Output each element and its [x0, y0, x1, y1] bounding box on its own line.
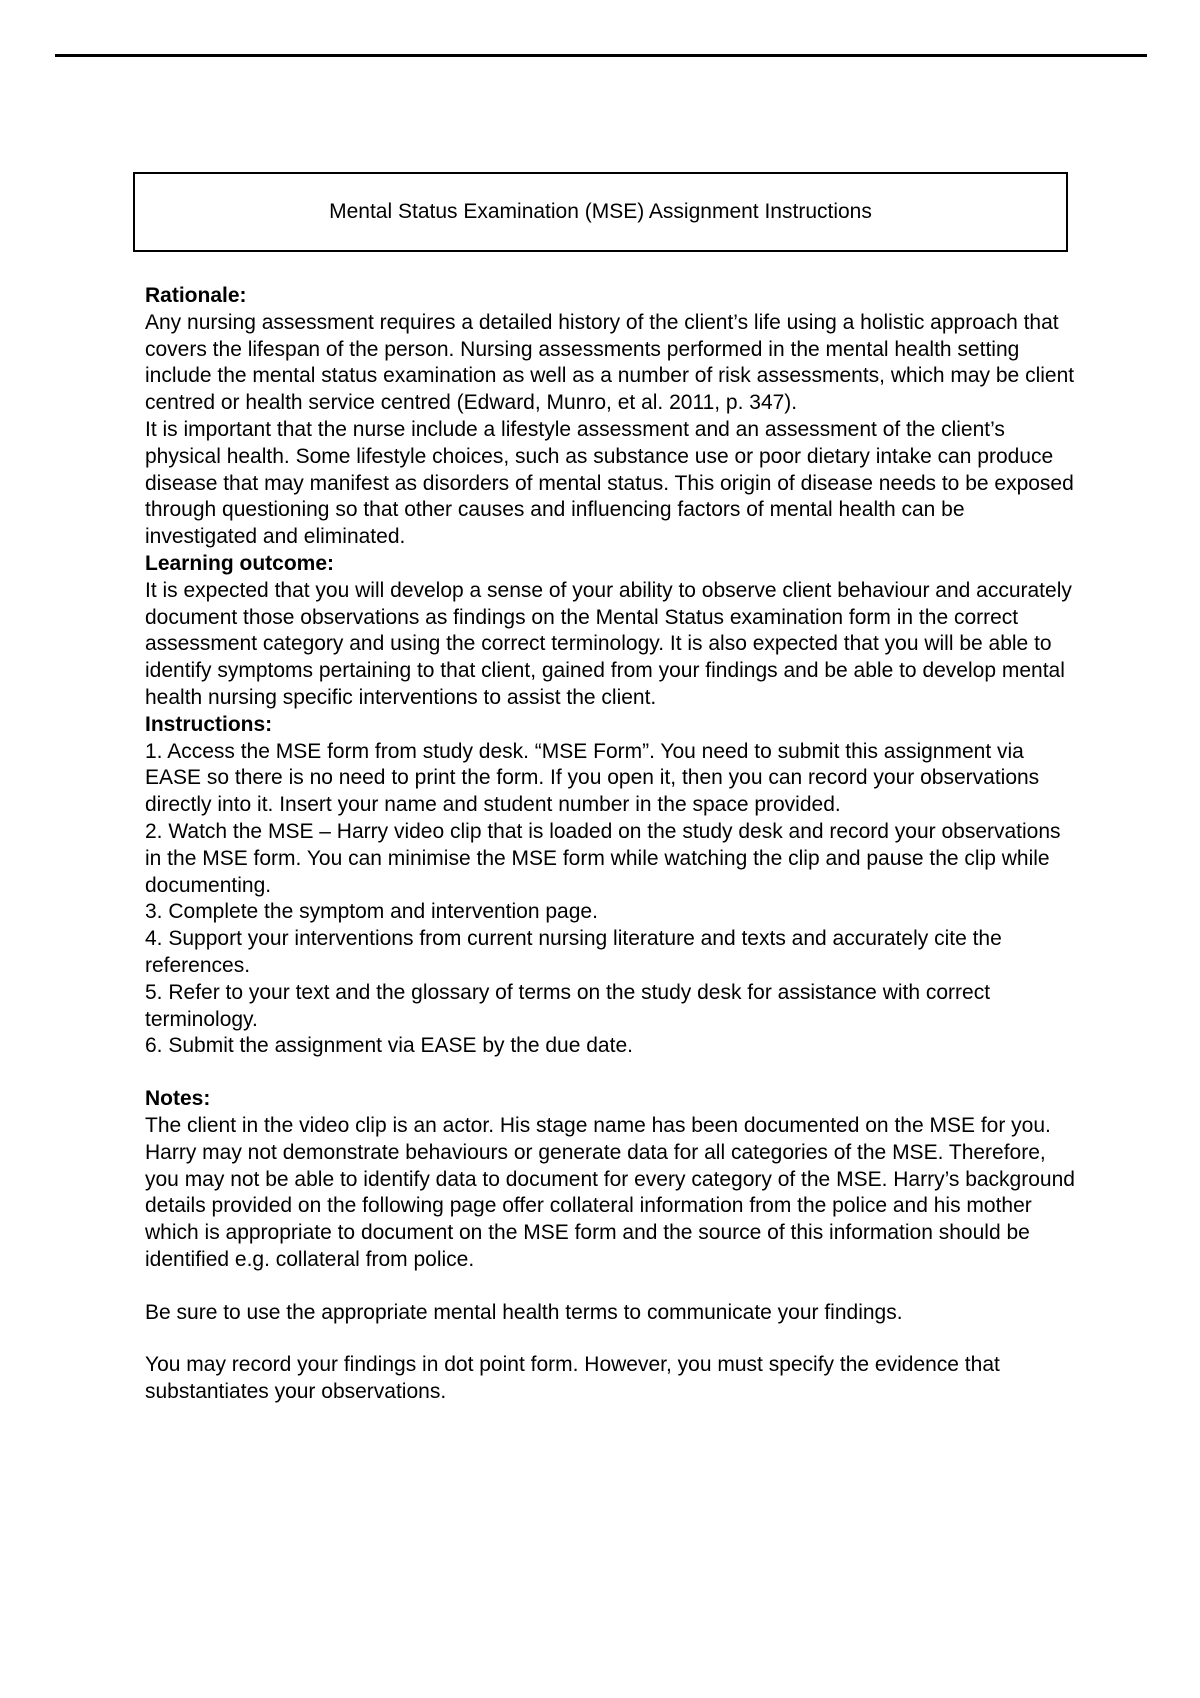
document-body — [145, 283, 1080, 1406]
instructions-heading: Instructions: — [145, 712, 273, 736]
rationale-paragraph: It is important that the nurse include a lifestyle assessment and an assessment of the client’s physical health. Some lifestyle choices, such as substance use or poor dietary intake can produce disease that may manifest as disorders of mental status. This origin of disease needs to be exposed through questioning so that other causes and influencing factors of mental health can be investigated and eliminated. — [145, 417, 1074, 549]
notes-paragraph: The client in the video clip is an actor. His stage name has been documented on the MSE for you. Harry may not demonstrate behaviours or generate data for all categories of the MSE. Therefore, you may not be able to identify data to document for every category of the MSE. Harry’s background details provided on the following page offer collateral information from the police and his mother which is appropriate to document on the MSE form and the source of this information should be identified e.g. collateral from police. — [145, 1113, 1075, 1271]
rationale-heading: Rationale: — [145, 284, 247, 307]
notes-paragraph: Be sure to use the appropriate mental health terms to communicate your findings. — [145, 1300, 903, 1324]
notes-heading: Notes: — [145, 1087, 211, 1111]
notes-section — [145, 1086, 1080, 1406]
instruction-item: 5. Refer to your text and the glossary of terms on the study desk for assistance with correct terminology. — [145, 980, 991, 1031]
instruction-item: 4. Support your interventions from current nursing literature and texts and accurately cite the references. — [145, 927, 1002, 977]
instruction-item: 1. Access the MSE form from study desk. “MSE Form”. You need to submit this assignment via EASE so there is no need to print the form. If you open it, then you can record your observations directly into it. Insert your name and student number in the space provided. — [145, 739, 1040, 817]
document-title: Mental Status Examination (MSE) Assignment Instructions — [329, 200, 872, 223]
rationale-section — [145, 283, 1080, 551]
spacer — [145, 1274, 1080, 1300]
learning-outcome-heading: Learning outcome: — [145, 551, 335, 575]
notes-paragraph: You may record your findings in dot point form. However, you must specify the evidence that substantiates your observations. — [145, 1353, 1000, 1404]
instruction-item: 6. Submit the assignment via EASE by the due date. — [145, 1034, 633, 1058]
instruction-item: 3. Complete the symptom and intervention page. — [145, 900, 598, 924]
spacer — [145, 1326, 1080, 1352]
header-rule — [55, 54, 1147, 57]
spacer — [145, 1060, 1080, 1086]
rationale-paragraph: Any nursing assessment requires a detailed history of the client’s life using a holistic approach that covers the lifespan of the person. Nursing assessments performed in the mental health setting include the mental status examination as well as a number of risk assessments, which may be client centred or health service centred (Edward, Munro, et al. 2011, p. 347). — [145, 310, 1075, 415]
learning-outcome-paragraph: It is expected that you will develop a sense of your ability to observe client behaviour and accurately document those observations as findings on the Mental Status examination form in the correct assessment category and using the correct terminology. It is also expected that you will be able to identify symptoms pertaining to that client, gained from your findings and be able to develop mental health nursing specific interventions to assist the client. — [145, 578, 1072, 709]
instruction-item: 2. Watch the MSE – Harry video clip that is loaded on the study desk and record your observations in the MSE form. You can minimise the MSE form while watching the clip and pause the clip while documenting. — [145, 819, 1061, 897]
instructions-section — [145, 712, 1080, 1060]
title-box — [133, 172, 1068, 252]
learning-outcome-section — [145, 551, 1080, 712]
